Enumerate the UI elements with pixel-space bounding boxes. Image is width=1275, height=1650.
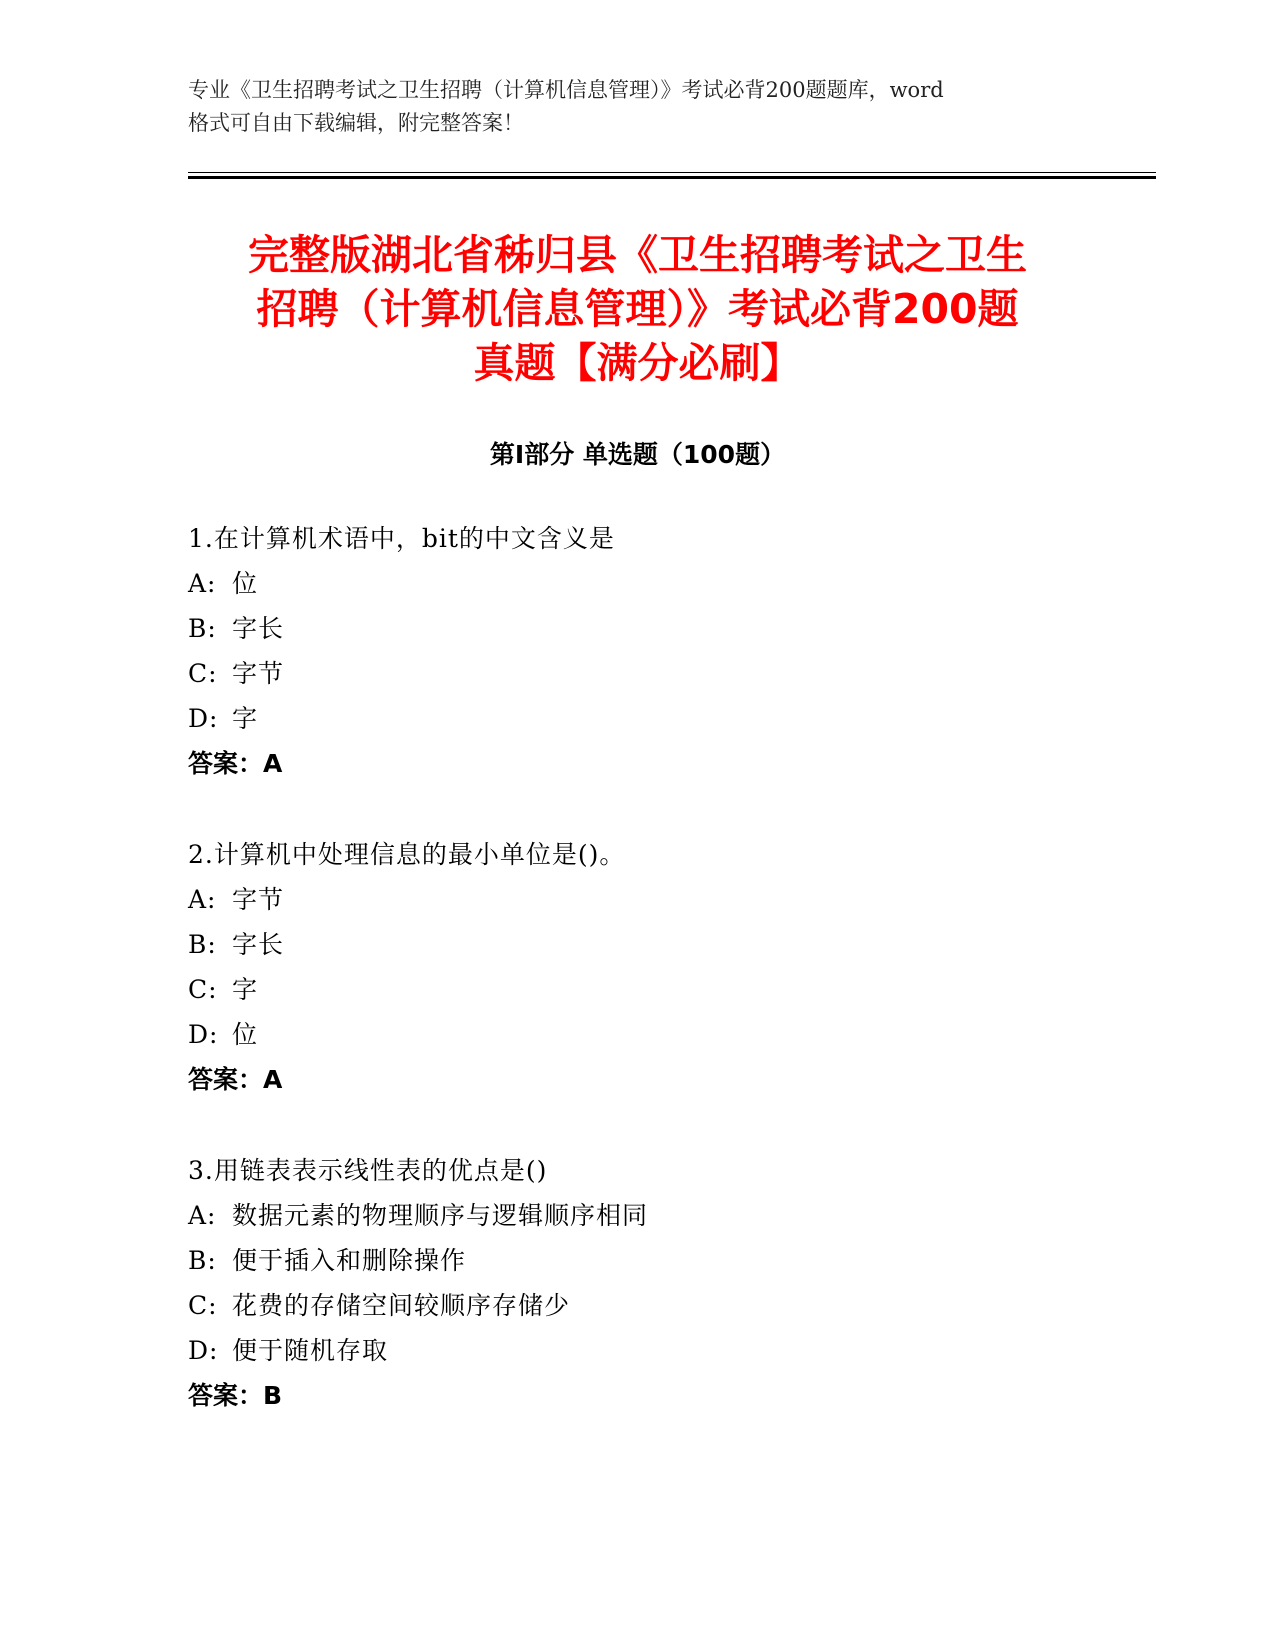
option-letter: B: bbox=[188, 1246, 217, 1275]
option-letter: C: bbox=[188, 659, 218, 688]
answer-value: B bbox=[263, 1381, 283, 1410]
option-text: 花费的存储空间较顺序存储少 bbox=[232, 1291, 571, 1320]
question-3 bbox=[188, 1148, 1088, 1418]
document-title bbox=[190, 228, 1085, 390]
header-divider-thick bbox=[188, 176, 1156, 179]
option-letter: B: bbox=[188, 930, 217, 959]
option-letter: D: bbox=[188, 1020, 219, 1049]
option-text: 字 bbox=[232, 975, 259, 1004]
answer-label: 答案： bbox=[188, 749, 264, 778]
header-divider-thin bbox=[188, 172, 1156, 173]
option-b bbox=[188, 606, 1088, 651]
option-text: 便于插入和删除操作 bbox=[232, 1246, 467, 1275]
option-a bbox=[188, 877, 1088, 922]
option-text: 字长 bbox=[232, 930, 285, 959]
option-d bbox=[188, 1328, 1088, 1373]
document-intro bbox=[188, 74, 1088, 140]
question-stem: 3.用链表表示线性表的优点是() bbox=[188, 1156, 548, 1185]
option-b bbox=[188, 922, 1088, 967]
answer-line bbox=[188, 1373, 1088, 1418]
option-c bbox=[188, 967, 1088, 1012]
option-text: 位 bbox=[232, 1020, 259, 1049]
answer-value: A bbox=[263, 1065, 283, 1094]
option-text: 字节 bbox=[232, 659, 285, 688]
option-text: 字节 bbox=[232, 885, 285, 914]
question-stem: 2.计算机中处理信息的最小单位是()。 bbox=[188, 840, 626, 869]
option-letter: D: bbox=[188, 704, 219, 733]
option-c bbox=[188, 651, 1088, 696]
answer-value: A bbox=[263, 749, 283, 778]
option-text: 便于随机存取 bbox=[232, 1336, 389, 1365]
title-line-1: 完整版湖北省秭归县《卫生招聘考试之卫生 bbox=[248, 231, 1027, 279]
option-b bbox=[188, 1238, 1088, 1283]
option-a bbox=[188, 561, 1088, 606]
option-c bbox=[188, 1283, 1088, 1328]
answer-line bbox=[188, 741, 1088, 786]
answer-line bbox=[188, 1057, 1088, 1102]
option-text: 位 bbox=[232, 569, 259, 598]
option-d bbox=[188, 696, 1088, 741]
option-d bbox=[188, 1012, 1088, 1057]
answer-label: 答案： bbox=[188, 1381, 264, 1410]
question-2 bbox=[188, 832, 1088, 1102]
option-text: 字 bbox=[232, 704, 259, 733]
option-letter: A: bbox=[188, 1201, 217, 1230]
option-letter: B: bbox=[188, 614, 217, 643]
intro-line-1: 专业《卫生招聘考试之卫生招聘（计算机信息管理）》考试必背200题题库，word bbox=[188, 78, 944, 102]
question-1 bbox=[188, 516, 1088, 786]
option-a bbox=[188, 1193, 1088, 1238]
answer-label: 答案： bbox=[188, 1065, 264, 1094]
option-letter: C: bbox=[188, 975, 218, 1004]
option-text: 数据元素的物理顺序与逻辑顺序相同 bbox=[232, 1201, 649, 1230]
question-stem: 1.在计算机术语中，bit的中文含义是 bbox=[188, 524, 615, 553]
option-letter: D: bbox=[188, 1336, 219, 1365]
title-line-3: 真题【满分必刷】 bbox=[473, 339, 802, 387]
option-text: 字长 bbox=[232, 614, 285, 643]
option-letter: A: bbox=[188, 569, 217, 598]
option-letter: C: bbox=[188, 1291, 218, 1320]
option-letter: A: bbox=[188, 885, 217, 914]
section-heading: 第Ⅰ部分 单选题（100题） bbox=[489, 440, 786, 469]
title-line-2: 招聘（计算机信息管理）》考试必背200题 bbox=[256, 285, 1019, 333]
intro-line-2: 格式可自由下载编辑，附完整答案！ bbox=[188, 111, 524, 135]
